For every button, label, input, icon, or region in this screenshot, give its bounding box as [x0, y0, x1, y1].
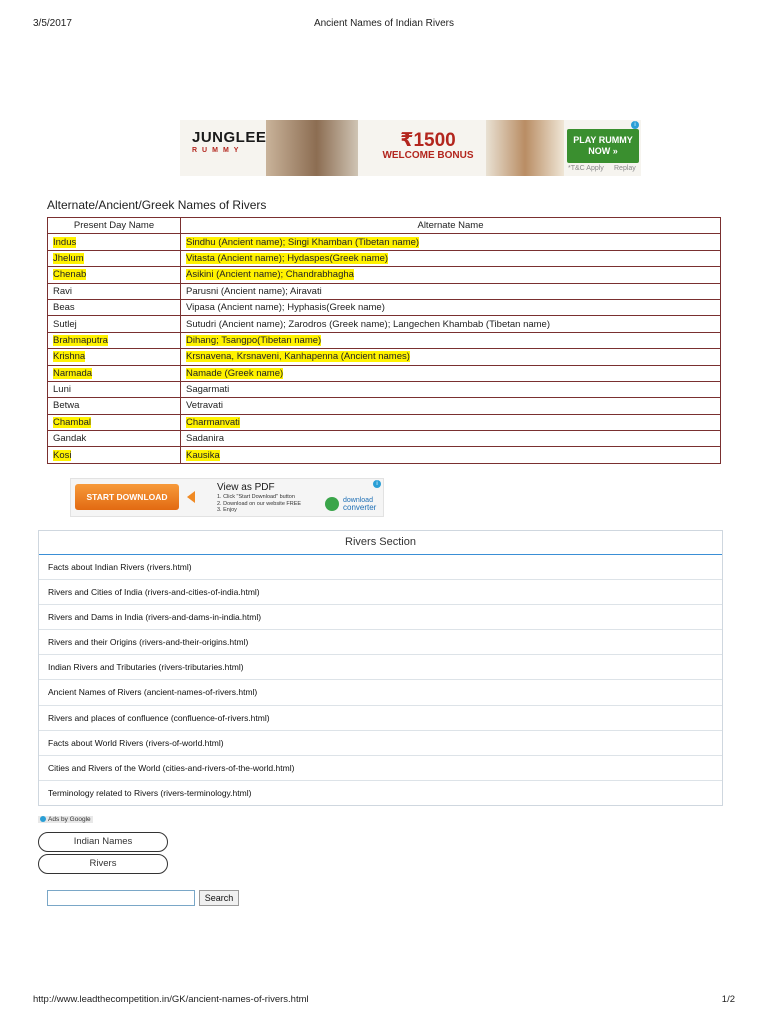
- present-day-name-cell: [48, 431, 181, 447]
- print-title: Ancient Names of Indian Rivers: [313, 18, 455, 29]
- ad-link-indian-names[interactable]: Indian Names: [38, 832, 168, 852]
- rivers-section-link[interactable]: Rivers and Dams in India (rivers-and-dams-in-india.html): [39, 605, 722, 630]
- table-row: [48, 316, 721, 332]
- ad-bonus-amount: ₹1500: [400, 130, 456, 151]
- ad-steps: [217, 494, 301, 514]
- start-download-button[interactable]: START DOWNLOAD: [75, 484, 179, 510]
- river-name: Narmada: [53, 367, 93, 379]
- table-row: [48, 431, 721, 447]
- river-alternate-name: Namade (Greek name): [186, 367, 284, 379]
- table-row: [48, 381, 721, 397]
- river-name: Kosi: [53, 449, 72, 461]
- play-rummy-button[interactable]: PLAY RUMMY NOW »: [567, 129, 639, 163]
- ad-terms: *T&C Apply: [568, 165, 604, 172]
- search-button[interactable]: Search: [199, 890, 239, 906]
- download-converter-icon: [325, 497, 339, 511]
- table-row: [48, 398, 721, 414]
- present-day-name-cell: [48, 283, 181, 299]
- table-row: [48, 267, 721, 283]
- table-row: [48, 349, 721, 365]
- river-names-table: [47, 217, 721, 464]
- ads-by-label: Ads by Google: [48, 816, 91, 823]
- present-day-name-cell: [48, 447, 181, 463]
- table-title: Alternate/Ancient/Greek Names of Rivers: [47, 198, 267, 212]
- river-alternate-name: Kausika: [186, 449, 220, 461]
- table-row: [48, 414, 721, 430]
- alternate-name-cell: [181, 381, 721, 397]
- river-alternate-name: Asikini (Ancient name); Chandrabhagha: [186, 269, 354, 281]
- present-day-name-cell: [48, 250, 181, 266]
- ads-by-google[interactable]: [38, 816, 93, 823]
- adchoices-icon[interactable]: i: [631, 121, 639, 129]
- present-day-name-cell: [48, 381, 181, 397]
- present-day-name-cell: [48, 234, 181, 250]
- rivers-section-link[interactable]: Cities and Rivers of the World (cities-and-rivers-of-the-world.html): [39, 756, 722, 781]
- alternate-name-cell: [181, 349, 721, 365]
- rivers-section-panel: [38, 530, 723, 806]
- alternate-name-cell: [181, 398, 721, 414]
- alternate-name-cell: [181, 283, 721, 299]
- rivers-section-link[interactable]: Rivers and their Origins (rivers-and-their-origins.html): [39, 630, 722, 655]
- junglee-logo: [192, 129, 267, 156]
- present-day-name-cell: [48, 414, 181, 430]
- rivers-section-link[interactable]: Facts about Indian Rivers (rivers.html): [39, 555, 722, 580]
- present-day-name-cell: [48, 365, 181, 381]
- ad-link-rivers[interactable]: Rivers: [38, 854, 168, 874]
- alternate-name-cell: [181, 234, 721, 250]
- table-row: [48, 283, 721, 299]
- river-name: Indus: [53, 236, 77, 248]
- print-date: 3/5/2017: [33, 18, 72, 29]
- ad-bonus-label: WELCOME BONUS: [382, 150, 474, 161]
- present-day-name-cell: [48, 398, 181, 414]
- river-alternate-name: Parusni (Ancient name); Airavati: [186, 285, 322, 297]
- table-row: [48, 250, 721, 266]
- river-name: Gandak: [53, 433, 87, 445]
- river-alternate-name: Charmanvati: [186, 416, 240, 428]
- river-alternate-name: Sagarmati: [186, 384, 230, 396]
- ad-image-person: [266, 120, 358, 176]
- table-row: [48, 234, 721, 250]
- rivers-section-link[interactable]: Rivers and places of confluence (confluence-of-rivers.html): [39, 706, 722, 731]
- river-name: Jhelum: [53, 252, 84, 264]
- alternate-name-cell: [181, 447, 721, 463]
- river-alternate-name: Sadanira: [186, 433, 225, 445]
- table-row: [48, 332, 721, 348]
- river-alternate-name: Dihang; Tsangpo(Tibetan name): [186, 334, 322, 346]
- alternate-name-cell: [181, 267, 721, 283]
- river-name: Chenab: [53, 269, 87, 281]
- river-alternate-name: Sutudri (Ancient name); Zarodros (Greek name); Langechen Khambab (Tibetan name): [186, 318, 550, 330]
- ad-step: 2. Download on our website FREE: [217, 500, 302, 507]
- table-row: [48, 299, 721, 315]
- download-converter-logo: [343, 497, 376, 511]
- present-day-name-cell: [48, 316, 181, 332]
- ad-brand-top: download: [343, 497, 373, 504]
- search-input[interactable]: [47, 890, 195, 906]
- ad-brand-sub: RUMMY: [192, 147, 244, 154]
- page-number: 1/2: [721, 994, 735, 1005]
- river-name: Sutlej: [53, 318, 77, 330]
- arrow-left-icon: [187, 491, 195, 503]
- table-header-row: [48, 218, 721, 234]
- alternate-name-cell: [181, 365, 721, 381]
- river-name: Betwa: [53, 400, 80, 412]
- rivers-section-link[interactable]: Indian Rivers and Tributaries (rivers-tributaries.html): [39, 655, 722, 680]
- river-alternate-name: Krsnavena, Krsnaveni, Kanhapenna (Ancient names): [186, 351, 410, 363]
- alternate-name-cell: [181, 431, 721, 447]
- river-alternate-name: Vitasta (Ancient name); Hydaspes(Greek name): [186, 252, 389, 264]
- column-header: Alternate Name: [181, 218, 721, 234]
- rivers-section-link[interactable]: Rivers and Cities of India (rivers-and-cities-of-india.html): [39, 580, 722, 605]
- adchoices-icon[interactable]: i: [373, 480, 381, 488]
- ad-image-person-2: [486, 120, 564, 176]
- river-alternate-name: Vipasa (Ancient name); Hyphasis(Greek name): [186, 302, 385, 314]
- page-url: http://www.leadthecompetition.in/GK/ancient-names-of-rivers.html: [33, 994, 309, 1005]
- table-row: [48, 447, 721, 463]
- rivers-section-link[interactable]: Ancient Names of Rivers (ancient-names-of-rivers.html): [39, 680, 722, 705]
- river-name: Ravi: [53, 285, 73, 297]
- pdf-converter-ad[interactable]: [70, 478, 384, 517]
- ad-brand-bottom: converter: [343, 503, 377, 512]
- river-name: Brahmaputra: [53, 334, 108, 346]
- alternate-name-cell: [181, 316, 721, 332]
- river-name: Krishna: [53, 351, 86, 363]
- river-name: Chambal: [53, 416, 92, 428]
- alternate-name-cell: [181, 299, 721, 315]
- river-name: Beas: [53, 302, 75, 314]
- river-name: Luni: [53, 384, 71, 396]
- rummy-banner-ad[interactable]: [180, 120, 641, 176]
- alternate-name-cell: [181, 414, 721, 430]
- alternate-name-cell: [181, 332, 721, 348]
- print-header: [33, 18, 735, 32]
- ad-step: 1. Click "Start Download" button: [217, 494, 295, 500]
- alternate-name-cell: [181, 250, 721, 266]
- panel-heading: Rivers Section: [39, 531, 722, 555]
- table-row: [48, 365, 721, 381]
- adchoices-icon: [40, 816, 46, 822]
- ad-replay-link[interactable]: Replay: [614, 165, 636, 172]
- present-day-name-cell: [48, 267, 181, 283]
- ad-step: 3. Enjoy: [217, 507, 237, 513]
- ad-brand: JUNGLEE: [192, 129, 267, 146]
- present-day-name-cell: [48, 332, 181, 348]
- rivers-section-link[interactable]: Terminology related to Rivers (rivers-terminology.html): [48, 787, 252, 798]
- rivers-section-link[interactable]: Facts about World Rivers (rivers-of-world.html): [39, 731, 722, 756]
- river-alternate-name: Vetravati: [186, 400, 223, 412]
- present-day-name-cell: [48, 349, 181, 365]
- present-day-name-cell: [48, 299, 181, 315]
- ad-heading: View as PDF: [217, 482, 275, 493]
- river-alternate-name: Sindhu (Ancient name); Singi Khamban (Tibetan name): [186, 236, 420, 248]
- print-footer: [33, 994, 735, 1008]
- column-header: Present Day Name: [48, 218, 181, 234]
- ad-bonus: [378, 132, 478, 162]
